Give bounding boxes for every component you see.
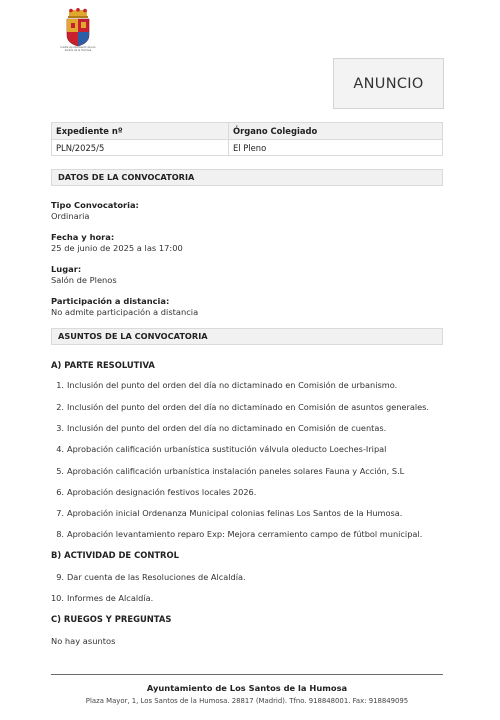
participacion-label: Participación a distancia: xyxy=(51,296,170,306)
fecha-hora-value: 25 de junio de 2025 a las 17:00 xyxy=(51,243,183,253)
item-text: Aprobación designación festivos locales 2026. xyxy=(67,487,257,497)
item-text: Dar cuenta de las Resoluciones de Alcaldía. xyxy=(67,572,246,582)
list-item xyxy=(44,423,444,433)
item-number: 1. xyxy=(56,380,64,390)
logo-caption: Ilustre Ayuntamiento de Los Santos de la Humosa xyxy=(60,46,96,52)
asuntos-section-heading: ASUNTOS DE LA CONVOCATORIA xyxy=(51,328,443,345)
list-item xyxy=(44,402,444,412)
item-text: Inclusión del punto del orden del día no dictaminado en Comisión de asuntos generales. xyxy=(67,402,430,412)
expediente-table-header xyxy=(52,123,443,140)
item-number: 3. xyxy=(56,423,64,433)
item-number: 9. xyxy=(56,572,64,582)
tipo-convocatoria-field xyxy=(51,200,139,222)
list-item xyxy=(44,466,444,476)
item-number: 6. xyxy=(56,487,64,497)
item-text: Informes de Alcaldía. xyxy=(67,593,154,603)
list-item xyxy=(44,593,444,603)
participacion-value: No admite participación a distancia xyxy=(51,307,199,317)
footer-divider xyxy=(51,674,443,675)
participacion-field xyxy=(51,296,198,318)
item-text: Inclusión del punto del orden del día no dictaminado en Comisión de urbanismo. xyxy=(67,380,398,390)
item-text: Inclusión del punto del orden del día no dictaminado en Comisión de cuentas. xyxy=(67,423,387,433)
actividad-control-heading: B) ACTIVIDAD DE CONTROL xyxy=(51,550,179,560)
fecha-hora-label: Fecha y hora: xyxy=(51,232,115,242)
list-item xyxy=(44,572,444,582)
list-item xyxy=(44,444,444,454)
footer-address: Plaza Mayor, 1, Los Santos de la Humosa. 28817 (Madrid). Tfno. 918848001. Fax: 918849095 xyxy=(85,697,409,705)
expediente-label: Expediente nº xyxy=(52,123,229,140)
expediente-table-row xyxy=(52,140,443,156)
lugar-label: Lugar: xyxy=(51,264,82,274)
parte-resolutiva-heading: A) PARTE RESOLUTIVA xyxy=(51,360,155,370)
item-number: 2. xyxy=(56,402,64,412)
expediente-value: PLN/2025/5 xyxy=(52,140,229,156)
item-number: 8. xyxy=(56,529,64,539)
item-text: Aprobación inicial Ordenanza Municipal colonias felinas Los Santos de la Humosa. xyxy=(67,508,403,518)
document-title: ANUNCIO xyxy=(353,75,424,92)
tipo-convocatoria-label: Tipo Convocatoria: xyxy=(51,200,139,210)
document-title-box xyxy=(333,58,444,109)
item-number: 5. xyxy=(56,466,64,476)
item-number: 4. xyxy=(56,444,64,454)
item-text: Aprobación calificación urbanística instalación paneles solares Fauna y Acción, S.L xyxy=(67,466,405,476)
organo-label: Órgano Colegiado xyxy=(229,123,443,140)
ruegos-preguntas-text: No hay asuntos xyxy=(51,636,116,646)
item-text: Aprobación calificación urbanística sustitución válvula oleducto Loeches-Iripal xyxy=(67,444,387,454)
list-item xyxy=(44,380,444,390)
list-item xyxy=(44,529,444,539)
list-item xyxy=(44,508,444,518)
list-item xyxy=(44,487,444,497)
lugar-field xyxy=(51,264,117,286)
item-text: Aprobación levantamiento reparo Exp: Mejora cerramiento campo de fútbol municipal. xyxy=(67,529,423,539)
lugar-value: Salón de Plenos xyxy=(51,275,117,285)
datos-section-heading: DATOS DE LA CONVOCATORIA xyxy=(51,169,443,186)
expediente-table xyxy=(51,122,443,156)
fecha-hora-field xyxy=(51,232,183,254)
ruegos-preguntas-heading: C) RUEGOS Y PREGUNTAS xyxy=(51,614,172,624)
item-number: 7. xyxy=(56,508,64,518)
tipo-convocatoria-value: Ordinaria xyxy=(51,211,90,221)
organo-value: El Pleno xyxy=(229,140,443,156)
item-number: 10. xyxy=(50,593,64,603)
footer-organization-name: Ayuntamiento de Los Santos de la Humosa xyxy=(146,683,348,693)
